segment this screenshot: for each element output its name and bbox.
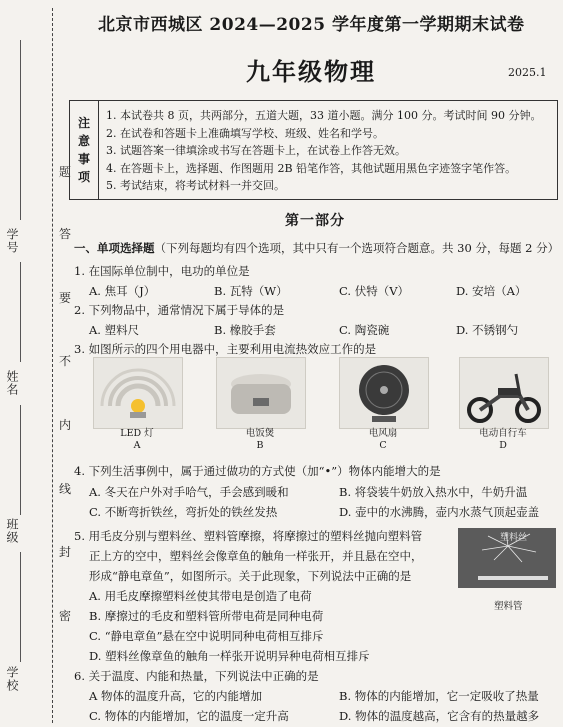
figure-label: LED 灯 [120, 428, 154, 439]
option: A. 用毛皮摩擦塑料丝使其带电是创造了电荷 [89, 589, 312, 603]
question-stem: 2. 下列物品中，通常情况下属于导体的是 [74, 303, 285, 317]
binding-char: 要 [59, 291, 72, 305]
exam-subject: 九年级物理 [246, 57, 376, 86]
figure-caption [93, 428, 181, 452]
binding-field-school: 学校 [5, 666, 19, 692]
option: D. 安培（A） [456, 284, 527, 298]
question-stem: 4. 下列生活事例中，属于通过做功的方式使（加“•”）物体内能增大的是 [74, 464, 441, 478]
option: C. 陶瓷碗 [339, 323, 390, 337]
figure-led-lamp [93, 357, 183, 429]
binding-char: 题 [59, 165, 72, 179]
binding-line [20, 262, 21, 362]
figure-label: 电风扇 [368, 428, 398, 439]
figure-electric-fan [339, 357, 429, 429]
notice-item: 3. 试题答案一律填涂或书写在答题卡上，在试卷上作答无效。 [106, 144, 406, 158]
part-title: 第一部分 [285, 213, 345, 229]
option: B. 橡胶手套 [214, 323, 276, 337]
option: C. “静电章鱼”悬在空中说明同种电荷相互排斥 [89, 629, 324, 643]
notice-head-char: 意 [77, 134, 90, 148]
question-stem: 5. 用毛皮分别与塑料丝、塑料管摩擦，将摩擦过的塑料丝抛向塑料管 [74, 529, 423, 543]
figure-letter: C [379, 440, 387, 451]
notice-item: 5. 考试结束，将考试材料一并交回。 [106, 179, 285, 193]
rice-cooker-icon [217, 358, 305, 428]
figure-caption [459, 428, 547, 452]
binding-char: 密 [59, 609, 72, 623]
binding-line [20, 405, 21, 515]
binding-char: 线 [59, 482, 72, 496]
option: D. 壶中的水沸腾，壶内水蒸气顶起壶盖 [339, 505, 540, 519]
figure-letter: A [133, 440, 141, 451]
option: A. 塑料尺 [89, 323, 140, 337]
question-stem: 1. 在国际单位制中，电功的单位是 [74, 264, 250, 278]
question-stem: 3. 如图所示的四个用电器中，主要利用电流热效应工作的是 [74, 342, 377, 356]
section-desc: （下列每题均有四个选项，其中只有一个选项符合题意。共 30 分，每题 2 分） [154, 241, 560, 255]
option: C. 物体的内能增加，它的温度一定升高 [89, 709, 289, 723]
notice-item: 2. 在试卷和答题卡上准确填写学校、班级、姓名和学号。 [106, 126, 384, 140]
binding-line [20, 40, 21, 220]
option: D. 塑料丝像章鱼的触角一样张开说明异种电荷相互排斥 [89, 649, 370, 663]
figure-letter: D [499, 440, 507, 451]
binding-char: 答 [59, 227, 72, 241]
binding-dashed-line [52, 8, 53, 723]
option: B. 将袋装牛奶放入热水中，牛奶升温 [339, 485, 528, 499]
option: A. 焦耳（J） [89, 284, 156, 298]
notice-head-char: 事 [77, 152, 90, 166]
option: B. 瓦特（W） [214, 284, 288, 298]
figure-label: 塑料丝 [500, 533, 528, 543]
section-heading [74, 240, 559, 256]
question-stem: 正上方的空中，塑料丝会像章鱼的触角一样张开，并且悬在空中， [89, 549, 423, 563]
question-stem: 形成“静电章鱼”，如图所示。关于此现象，下列说法中正确的是 [89, 569, 412, 583]
notice-list [106, 107, 553, 195]
exam-date: 2025.1 [508, 66, 547, 79]
figure-rice-cooker [216, 357, 306, 429]
option: D. 不锈钢勺 [456, 323, 519, 337]
binding-line [20, 552, 21, 662]
binding-char: 内 [59, 418, 72, 432]
notice-head-char: 项 [77, 170, 90, 184]
option: B. 摩擦过的毛皮和塑料管所带电荷是同种电荷 [89, 609, 324, 623]
notice-item: 4. 在答题卡上，选择题、作图题用 2B 铅笔作答，其他试题用黑色字迹签字笔作答。 [106, 161, 517, 175]
led-lamp-icon [94, 358, 182, 428]
option: A 物体的温度升高，它的内能增加 [89, 689, 262, 703]
binding-char: 封 [59, 545, 72, 559]
exam-title: 北京市西城区 2024—2025 学年度第一学期期末试卷 [98, 15, 525, 35]
figure-label: 电饭煲 [245, 428, 275, 439]
figure-e-bike [459, 357, 549, 429]
question-stem: 6. 关于温度、内能和热量，下列说法中正确的是 [74, 669, 319, 683]
binding-field-class: 班级 [5, 518, 19, 544]
notice-head-char: 注 [77, 116, 90, 130]
binding-field-id: 学号 [5, 228, 19, 254]
notice-heading [70, 101, 99, 199]
notice-item: 1. 本试卷共 8 页，共两部分，五道大题，33 道小题。满分 100 分。考试时间 90 分钟。 [106, 109, 542, 122]
binding-field-name: 姓名 [5, 370, 19, 396]
section-title: 一、单项选择题 [74, 241, 155, 255]
figure-label: 塑料管 [494, 601, 523, 612]
option: B. 物体的内能增加，它一定吸收了热量 [339, 689, 539, 703]
figure-label: 电动自行车 [479, 428, 527, 439]
binding-char: 不 [59, 354, 72, 368]
electric-fan-icon [340, 358, 428, 428]
option: C. 不断弯折铁丝，弯折处的铁丝发热 [89, 505, 278, 519]
e-bike-icon [460, 358, 548, 428]
option: A. 冬天在户外对手哈气，手会感到暖和 [89, 485, 289, 499]
option: D. 物体的温度越高，它含有的热量越多 [339, 709, 540, 723]
option: C. 伏特（V） [339, 284, 410, 298]
notice-box [69, 100, 558, 200]
figure-caption [216, 428, 304, 452]
figure-caption [339, 428, 427, 452]
figure-letter: B [256, 440, 264, 451]
